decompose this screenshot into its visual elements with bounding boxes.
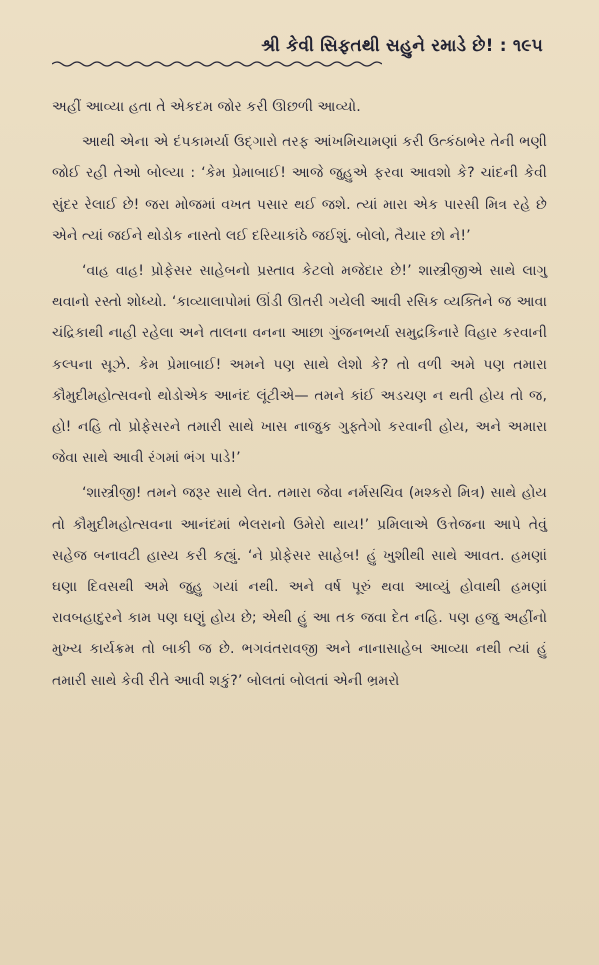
page-body bbox=[52, 92, 547, 697]
header-wavy-rule bbox=[52, 60, 382, 68]
running-header: શ્રી કેવી સિફતથી સહુને રમાડે છે! : ૧૯૫ bbox=[261, 36, 543, 56]
paragraph-2: આથી એના એ દંપકામર્યા ઉદ્ગારો તરફ આંખમિચામણાં કરી ઉત્કંઠાભેર તેની ભણી જોઈ રહી તેઓ બોલ્યા : ‘કેમ પ્રેમાબાઈ! આજે જુહુએ ફરવા આવશો કે? ચાંદની કેવી સુંદર રેલાઈ છે! જરા મોજમાં વખત પસાર થઈ જશે. ત્યાં મારા એક પારસી મિત્ર રહે છે એને ત્યાં જઈને થોડોક નાસ્તો લઈ દરિયાકાંઠે જઈશું. બોલો, તૈયાર છો ને!’ bbox=[52, 134, 547, 244]
paragraph-4: ‘શાસ્ત્રીજી! તમને જરૂર સાથે લેત. તમારા જેવા નર્મસચિવ (મશ્કરો મિત્ર) સાથે હોય તો કૌમુદીમહોત્સવના આનંદમાં ભેલરાનો ઉમેરો થાય!’ પ્રમિલાએ ઉત્તેજના આપે તેવું સહેજ બનાવટી હાસ્ય કરી કહ્યું. ‘ને પ્રોફેસર સાહેબ! હું ખુશીથી સાથે આવત. હમણાં ઘણા દિવસથી અમે જુહુ ગયાં નથી. અને વર્ષ પૂરું થવા આવ્યું હોવાથી હમણાં રાવબહાદુરને કામ પણ ઘણું હોય છે; એથી હું આ તક જવા દેત નહિ. પણ હજુ અહીંનો મુખ્ય કાર્યક્રમ તો બાકી જ છે. ભગવંતરાવજી અને નાનાસાહેબ આવ્યા નથી ત્યાં હું તમારી સાથે કેવી રીતે આવી શકું?’ બોલતાં બોલતાં એની ભ્રમરો bbox=[52, 485, 547, 689]
paragraph-1: અહીં આવ્યા હતા તે એકદમ જોર કરી ઊછળી આવ્યો. bbox=[52, 99, 361, 115]
paragraph-3: ‘વાહ વાહ! પ્રોફેસર સાહેબનો પ્રસ્તાવ કેટલો મજેદાર છે!’ શાસ્ત્રીજીએ સાથે લાગુ થવાનો રસ્તો શોધ્યો. ‘કાવ્યાલાપોમાં ઊંડી ઊતરી ગયેલી આવી રસિક વ્યક્તિને જ આવા ચંદ્રિકાથી નાહી રહેલા અને તાલના વનના આછા ગુંજનભર્યા સમુદ્રકિનારે વિહાર કરવાની કલ્પના સૂઝે. કેમ પ્રેમાબાઈ! અમને પણ સાથે લેશો કે? તો વળી અમે પણ તમારા કૌમુદીમહોત્સવનો થોડોએક આનંદ લૂંટીએ— તમને કાંઈ અડચણ ન થતી હોય તો જ, હો! નહિ તો પ્રોફેસરને તમારી સાથે ખાસ નાજુક ગુફ્તેગો કરવાની હોય, અને અમારા જેવા સાથે આવી રંગમાં ભંગ પાડે!’ bbox=[52, 263, 547, 467]
